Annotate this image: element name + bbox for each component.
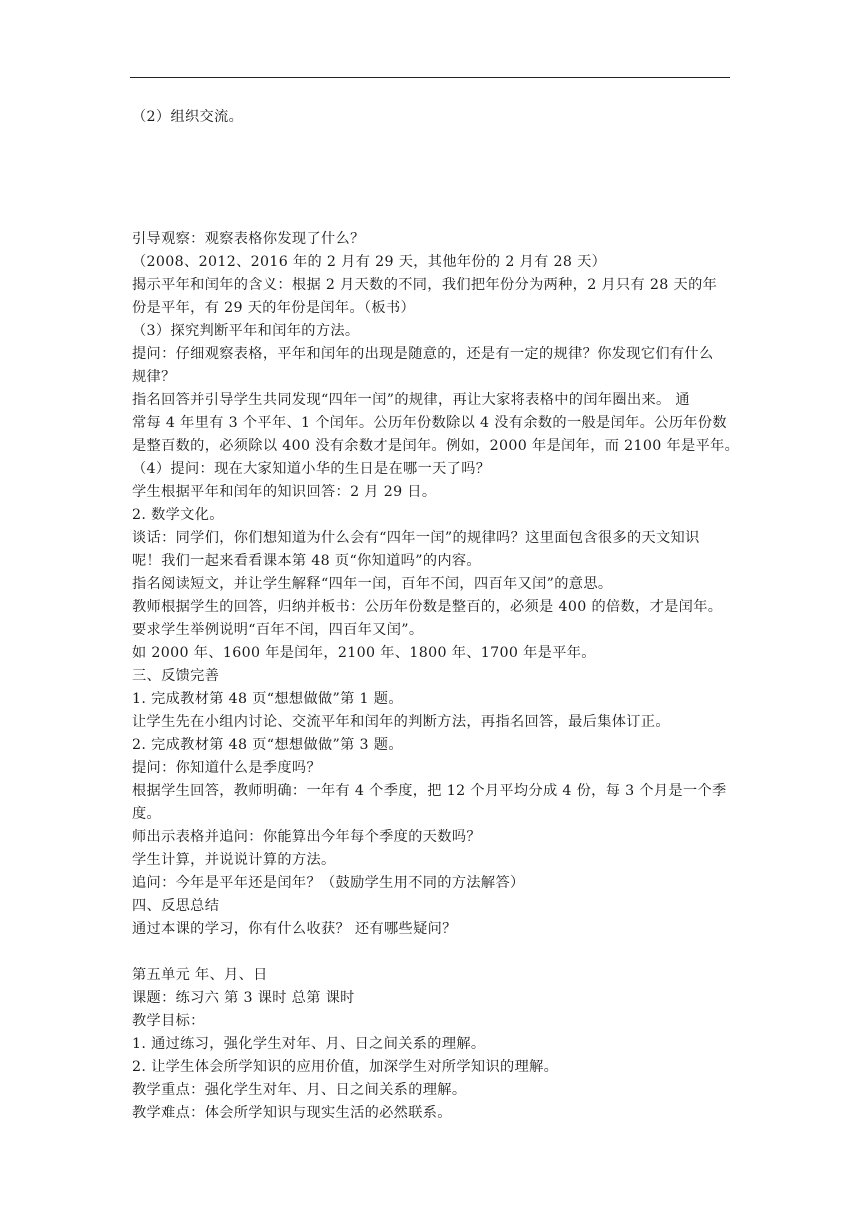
text-line: 指名回答并引导学生共同发现“四年一闰”的规律，再让大家将表格中的闰年圈出来。 通 [132,392,690,408]
text-line: 提问：你知道什么是季度吗？ [132,760,321,776]
document-body [132,106,740,1125]
blank-line [132,941,730,964]
text-line: 让学生先在小组内讨论、交流平年和闰年的判断方法，再指名回答，最后集体订正。 [132,714,670,730]
text-line: 指名阅读短文，并让学生解释“四年一闰，百年不闰，四百年又闰”的意思。 [132,576,613,592]
text-line: 要求学生举例说明“百年不闰，四百年又闰”。 [132,622,424,638]
text-line: 教学难点：体会所学知识与现实生活的必然联系。 [132,1105,452,1121]
text-line: 四、反思总结 [132,898,220,914]
text-line: 课题：练习六 第 3 课时 总第 课时 [132,990,355,1006]
text-line: 呢！我们一起来看看课本第 48 页“你知道吗”的内容。 [132,553,481,569]
text-line: （4）提问：现在大家知道小华的生日是在哪一天了吗？ [132,461,491,477]
text-line: 教师根据学生的回答，归纳并板书：公历年份数是整百的，必须是 400 的倍数，才是闰年。 [132,599,723,615]
text-line: 师出示表格并追问：你能算出今年每个季度的天数吗？ [132,829,481,845]
text-line: 常每 4 年里有 3 个平年、1 个闰年。公历年份数除以 4 没有余数的一般是闰年。公历年份数 [132,415,727,431]
text-line: （2008、2012、2016 年的 2 月有 29 天，其他年份的 2 月有 28 天） [132,254,607,270]
text-line: （3）探究判断平年和闰年的方法。 [132,323,360,339]
blank-space [132,129,730,228]
text-line: 度。 [132,806,162,822]
text-line: 份是平年，有 29 天的年份是闰年。（板书） [132,300,416,316]
text-line: 三、反馈完善 [132,668,220,684]
text-line: 1. 通过练习，强化学生对年、月、日之间关系的理解。 [132,1036,486,1052]
text-line: 2. 完成教材第 48 页“想想做做”第 3 题。 [132,737,403,753]
lesson-plan-header-section [132,964,730,1125]
text-line: 通过本课的学习，你有什么收获？ 还有哪些疑问？ [132,921,457,937]
text-line: 第五单元 年、月、日 [132,967,268,983]
text-line: （2）组织交流。 [132,109,244,125]
text-line: 引导观察：观察表格你发现了什么？ [132,231,365,247]
text-line: 2. 数学文化。 [132,507,224,523]
text-line: 提问：仔细观察表格，平年和闰年的出现是随意的，还是有一定的规律？你发现它们有什么 [132,346,714,362]
text-line: 1. 完成教材第 48 页“想想做做”第 1 题。 [132,691,403,707]
text-line: 学生根据平年和闰年的知识回答：2 月 29 日。 [132,484,437,500]
text-line: 如 2000 年、1600 年是闰年，2100 年、1800 年、1700 年是平年。 [132,645,596,661]
header-rule [130,77,730,78]
text-line: 学生计算，并说说计算的方法。 [132,852,336,868]
text-line: 教学目标： [132,1013,205,1029]
text-line: 追问：今年是平年还是闰年？（鼓励学生用不同的方法解答） [132,875,525,891]
text-line: 是整百数的，必须除以 400 没有余数才是闰年。例如，2000 年是闰年，而 2100 年是平年。 [132,438,740,454]
text-line: 谈话：同学们，你们想知道为什么会有“四年一闰”的规律吗？这里面包含很多的天文知识 [132,530,700,546]
text-line: 规律？ [132,369,176,385]
text-line: 2. 让学生体会所学知识的应用价值，加深学生对所学知识的理解。 [132,1059,559,1075]
text-line: 揭示平年和闰年的含义：根据 2 月天数的不同，我们把年份分为两种，2 月只有 28 天的年 [132,277,718,293]
text-line: 根据学生回答，教师明确：一年有 4 个季度，把 12 个月平均分成 4 份，每 3 个月是一个季 [132,783,727,799]
lesson-process-section [132,228,740,941]
text-line: 教学重点：强化学生对年、月、日之间关系的理解。 [132,1082,467,1098]
